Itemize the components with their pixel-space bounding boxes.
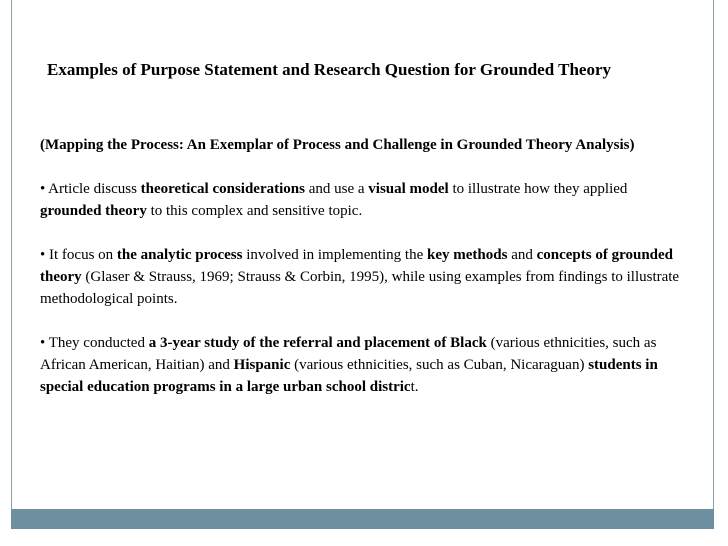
bullet2-bold-2: key methods xyxy=(427,247,508,263)
bullet3-bold-3: students in special education programs in a large urban school distric xyxy=(40,357,658,395)
bullet1-text-2: and use a xyxy=(304,181,369,197)
bullet2-bold-3: concepts of grounded theory xyxy=(40,247,674,285)
article-title xyxy=(40,134,680,156)
bullet3-text-1: • They conducted xyxy=(40,335,149,351)
bullet3-text-2: (various ethnicities, such as African American, Haitian) and xyxy=(40,335,657,373)
bullet-theoretical-considerations xyxy=(40,178,680,222)
bullet1-text-4: to this complex and sensitive topic. xyxy=(146,203,363,219)
bullet1-bold-3: grounded theory xyxy=(40,203,147,219)
bullet3-bold-1: a 3-year study of the referral and placement of Black xyxy=(148,335,487,351)
article-title-text: (Mapping the Process: An Exemplar of Process and Challenge in Grounded Theory Analysis) xyxy=(40,137,635,153)
bullet-analytic-process xyxy=(40,244,680,310)
bullet3-bold-2: Hispanic xyxy=(233,357,291,373)
bullet1-text-1: • Article discuss xyxy=(40,181,141,197)
bullet1-bold-2: visual model xyxy=(368,181,449,197)
bullet2-text-3: and xyxy=(507,247,537,263)
bullet1-bold-1: theoretical considerations xyxy=(140,181,305,197)
bullet3-text-3: (various ethnicities, such as Cuban, Nicaraguan) xyxy=(290,357,589,373)
slide-content xyxy=(40,134,680,420)
bullet3-text-4: t. xyxy=(410,379,419,395)
bullet2-text-4: (Glaser & Strauss, 1969; Strauss & Corbin, 1995), while using examples from findings to illustrate methodological points. xyxy=(40,269,680,307)
bullet1-text-3: to illustrate how they applied xyxy=(448,181,628,197)
bullet2-text-2: involved in implementing the xyxy=(242,247,428,263)
slide-bottom-bar xyxy=(11,509,714,529)
slide-title: Examples of Purpose Statement and Research Question for Grounded Theory xyxy=(47,60,612,79)
bullet2-bold-1: the analytic process xyxy=(116,247,243,263)
bullet-study-description xyxy=(40,332,680,398)
bullet2-text-1: • It focus on xyxy=(40,247,117,263)
